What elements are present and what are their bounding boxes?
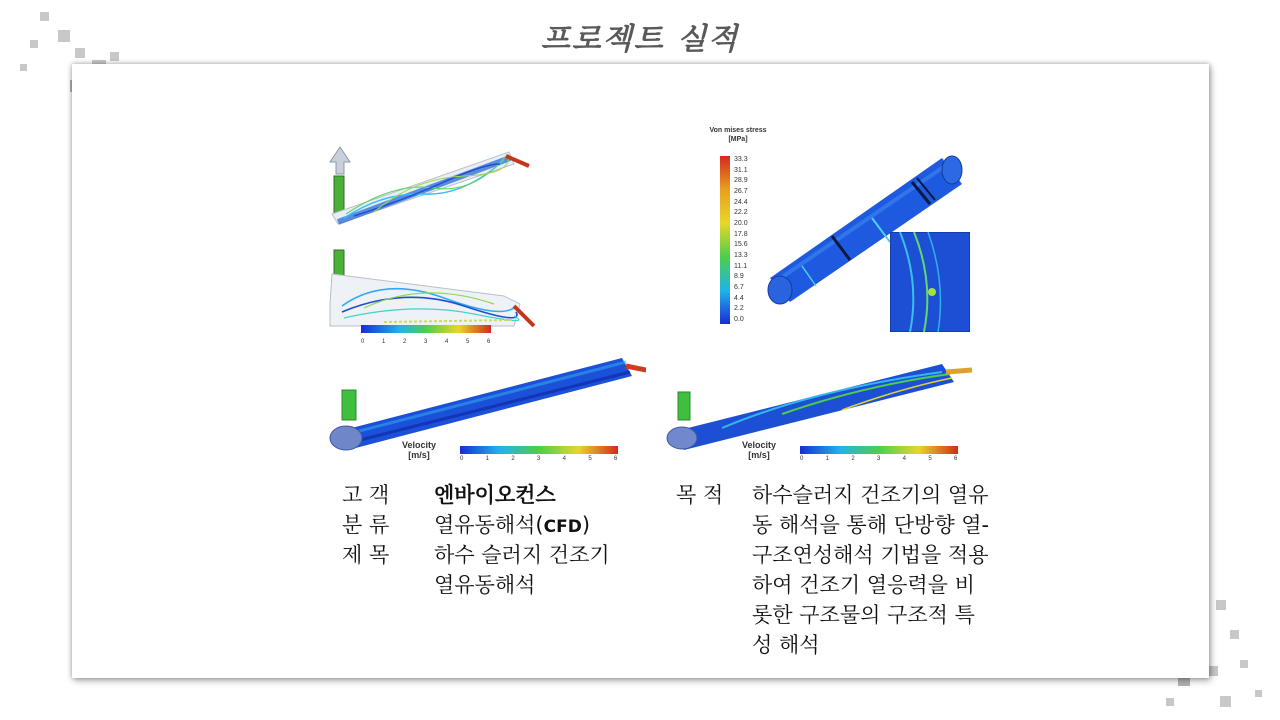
stress-tick-label: 22.2 bbox=[734, 209, 748, 217]
velocity-tick-label: 3 bbox=[537, 456, 541, 462]
velocity-tick-label: 1 bbox=[485, 456, 489, 462]
category-value-suffix: ) bbox=[581, 513, 591, 537]
velocity-tick-label: 4 bbox=[562, 456, 566, 462]
velocity-tick-label: 6 bbox=[954, 456, 958, 462]
stress-tick-label: 24.4 bbox=[734, 198, 748, 206]
small-colorbar-tick-label: 2 bbox=[403, 339, 407, 345]
velocity-tick-label: 3 bbox=[877, 456, 881, 462]
category-value-prefix: 열유동해석( bbox=[434, 513, 544, 537]
stress-tick-label: 17.8 bbox=[734, 230, 748, 238]
stress-tick-label: 0.0 bbox=[734, 316, 744, 323]
velocity-tick-label: 2 bbox=[511, 456, 515, 462]
stress-tick-label: 26.7 bbox=[734, 188, 748, 195]
stress-legend-unit: [MPa] bbox=[728, 136, 748, 143]
stress-tick-label: 31.1 bbox=[734, 166, 748, 174]
velocity-legend-unit: [m/s] bbox=[408, 450, 430, 460]
velocity-legend-title-2: Velocity bbox=[741, 440, 777, 450]
small-colorbar-tick-label: 6 bbox=[487, 339, 491, 345]
category-value bbox=[434, 510, 590, 542]
project-info-left bbox=[342, 480, 642, 620]
stress-tick-label: 2.2 bbox=[734, 305, 744, 313]
stress-legend-title: Von mises stress bbox=[709, 127, 767, 134]
velocity-tick-label: 2 bbox=[851, 456, 855, 462]
small-colorbar-tick-label: 4 bbox=[445, 339, 449, 345]
velocity-tick-label: 5 bbox=[588, 456, 592, 462]
stress-tick-label: 8.9 bbox=[734, 273, 744, 281]
velocity-legend-title: Velocity bbox=[401, 440, 437, 450]
title-label: 제 목 bbox=[342, 543, 390, 567]
purpose-line: 동 해석을 통해 단방향 열- bbox=[752, 513, 990, 537]
velocity-legend-left bbox=[394, 440, 624, 470]
stress-tick-label: 6.7 bbox=[734, 284, 744, 291]
category-label: 분 류 bbox=[342, 513, 390, 537]
purpose-line: 롯한 구조물의 구조적 특 bbox=[752, 603, 975, 627]
stress-tick-label: 20.0 bbox=[734, 220, 748, 227]
small-colorbar-tick-label: 0 bbox=[361, 339, 365, 345]
purpose-label: 목 적 bbox=[676, 483, 724, 507]
slide-title: 프로젝트 실적 bbox=[540, 22, 740, 57]
stress-tick-label: 28.9 bbox=[734, 177, 748, 185]
stress-tick-label: 33.3 bbox=[734, 156, 748, 163]
purpose-text bbox=[752, 480, 1052, 660]
purpose-line: 구조연성해석 기법을 적용 bbox=[752, 543, 989, 567]
stress-detail-inset bbox=[890, 232, 970, 332]
small-velocity-colorbar bbox=[357, 322, 497, 348]
small-colorbar-tick-label: 5 bbox=[466, 339, 470, 345]
velocity-tick-label: 4 bbox=[902, 456, 906, 462]
purpose-line: 성 해석 bbox=[752, 633, 820, 657]
small-colorbar-tick-label: 3 bbox=[424, 339, 428, 345]
stress-tick-label: 13.3 bbox=[734, 252, 748, 259]
category-value-cfd: CFD bbox=[543, 517, 582, 537]
project-info-right bbox=[676, 480, 1056, 670]
arrow-up-icon bbox=[330, 147, 350, 174]
content-panel bbox=[72, 64, 1209, 678]
small-colorbar-tick-label: 1 bbox=[382, 339, 386, 345]
velocity-tick-label: 6 bbox=[614, 456, 618, 462]
velocity-legend-unit-2: [m/s] bbox=[748, 450, 770, 460]
client-value: 엔바이오컨스 bbox=[434, 483, 556, 507]
stress-tick-label: 11.1 bbox=[734, 262, 748, 270]
purpose-line: 하여 건조기 열응력을 비 bbox=[752, 573, 975, 597]
stress-tick-label: 15.6 bbox=[734, 241, 748, 249]
stress-tick-label: 4.4 bbox=[734, 294, 744, 302]
velocity-tick-label: 0 bbox=[460, 456, 464, 462]
velocity-tick-label: 5 bbox=[928, 456, 932, 462]
purpose-line: 하수슬러지 건조기의 열유 bbox=[752, 483, 989, 507]
cfd-inclined-dryer-figure bbox=[324, 142, 534, 254]
title-value-line2: 열유동해석 bbox=[434, 573, 536, 597]
velocity-legend-right bbox=[734, 440, 964, 470]
velocity-tick-label: 0 bbox=[800, 456, 804, 462]
client-label: 고 객 bbox=[342, 483, 390, 507]
velocity-tick-label: 1 bbox=[825, 456, 829, 462]
title-value-line1: 하수 슬러지 건조기 bbox=[434, 543, 610, 567]
